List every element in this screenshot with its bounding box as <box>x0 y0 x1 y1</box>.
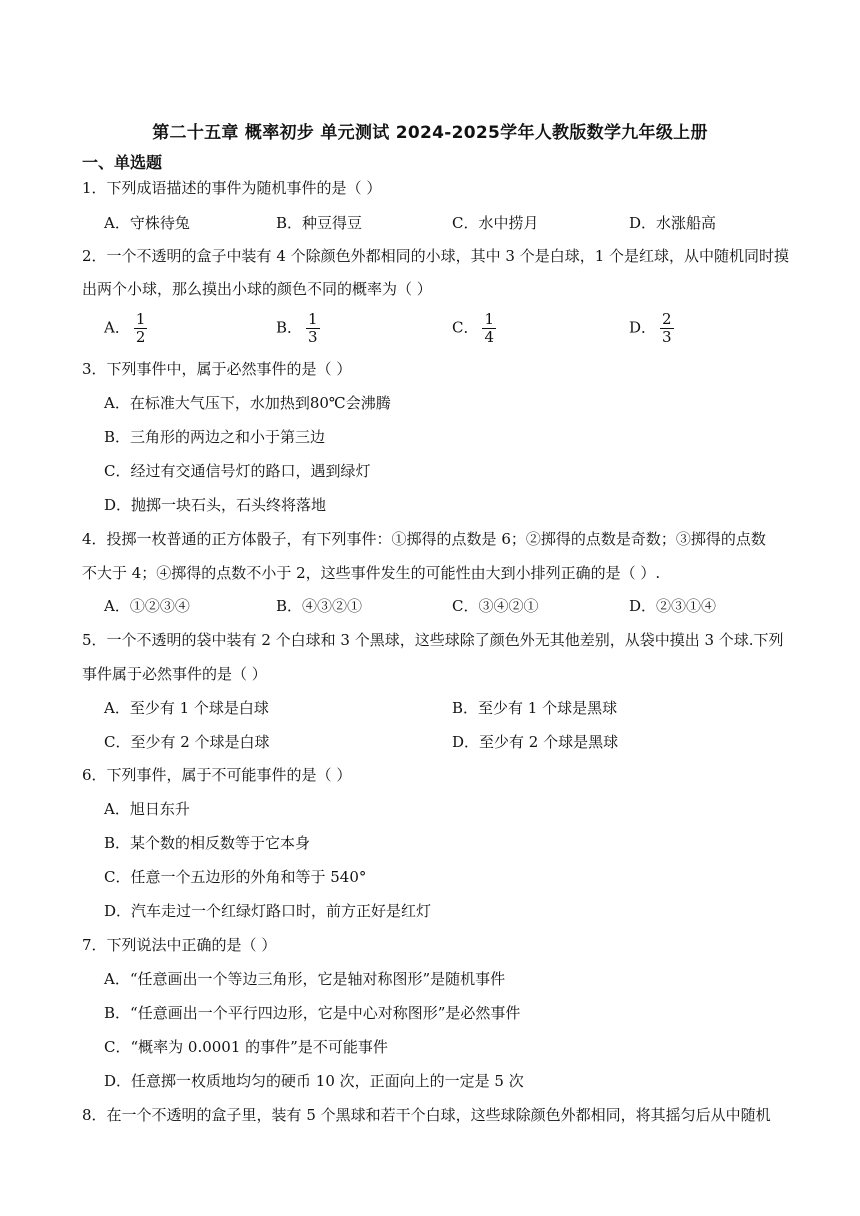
q7-option-d: D．任意掷一枚质地均匀的硬币 10 次，正面向上的一定是 5 次 <box>104 1072 524 1090</box>
q2-option-d <box>629 311 674 346</box>
q6-option-d: D．汽车走过一个红绿灯路口时，前方正好是红灯 <box>104 902 432 920</box>
q1-option-b: B．种豆得豆 <box>276 214 363 232</box>
q4-option-b: B．④③②① <box>276 597 363 615</box>
q6-option-b: B．某个数的相反数等于它本身 <box>104 834 311 852</box>
q2-option-d-label: D． <box>629 318 657 337</box>
fraction-numerator: 1 <box>484 310 495 328</box>
q4-option-d: D．②③①④ <box>629 597 717 615</box>
q4-option-c: C．③④②① <box>452 597 539 615</box>
q7-option-a: A．“任意画出一个等边三角形，它是轴对称图形”是随机事件 <box>104 970 506 988</box>
section-heading: 一、单选题 <box>82 153 163 172</box>
q6-option-a: A．旭日东升 <box>104 800 190 818</box>
q3-option-a: A．在标准大气压下，水加热到80℃会沸腾 <box>104 394 391 412</box>
q2-option-b-label: B． <box>276 318 303 337</box>
question-1-stem: 1．下列成语描述的事件为随机事件的是（ ） <box>82 179 382 197</box>
q2-option-a-label: A． <box>104 318 130 337</box>
q7-option-b: B．“任意画出一个平行四边形，它是中心对称图形”是必然事件 <box>104 1004 521 1022</box>
q6-option-c: C．任意一个五边形的外角和等于 540° <box>104 868 367 886</box>
q7-option-c: C．“概率为 0.0001 的事件”是不可能事件 <box>104 1038 388 1056</box>
question-7-stem: 7．下列说法中正确的是（ ） <box>82 936 277 954</box>
q4-option-a: A．①②③④ <box>104 597 190 615</box>
q2-option-d-fraction <box>660 311 674 346</box>
question-2-stem-line2: 出两个小球，那么摸出小球的颜色不同的概率为（ ） <box>82 280 432 298</box>
question-4-stem-line1: 4．投掷一枚普通的正方体骰子，有下列事件：①掷得的点数是 6；②掷得的点数是奇数；③掷得的点数 <box>82 530 766 548</box>
q1-option-d: D．水涨船高 <box>629 214 717 232</box>
fraction-denominator: 3 <box>662 328 672 346</box>
question-3-stem: 3．下列事件中，属于必然事件的是（ ） <box>82 360 352 378</box>
q2-option-b-fraction <box>306 311 320 346</box>
question-5-stem-line1: 5．一个不透明的袋中装有 2 个白球和 3 个黑球，这些球除了颜色外无其他差别，从袋中摸出 3 个球.下列 <box>82 631 784 649</box>
question-4-stem-line2: 不大于 4；④掷得的点数不小于 2，这些事件发生的可能性由大到小排列正确的是（ ）. <box>82 564 661 582</box>
q5-option-b: B．至少有 1 个球是黑球 <box>452 699 618 717</box>
q1-option-a: A．守株待兔 <box>104 214 190 232</box>
q2-option-c-label: C． <box>452 318 479 337</box>
q2-option-b <box>276 311 320 346</box>
fraction-numerator: 1 <box>308 310 318 328</box>
q2-option-a-fraction <box>134 311 148 346</box>
question-2-stem-line1: 2．一个不透明的盒子中装有 4 个除颜色外都相同的小球，其中 3 个是白球，1 个是红球，从中随机同时摸 <box>82 247 790 265</box>
q3-option-d: D．抛掷一块石头，石头终将落地 <box>104 496 327 514</box>
q5-option-d: D．至少有 2 个球是黑球 <box>452 733 619 751</box>
q5-option-a: A．至少有 1 个球是白球 <box>104 699 269 717</box>
question-8-stem-line1: 8．在一个不透明的盒子里，装有 5 个黑球和若干个白球，这些球除颜色外都相同，将其摇匀后从中随机 <box>82 1106 771 1124</box>
q5-option-c: C．至少有 2 个球是白球 <box>104 733 270 751</box>
q2-option-c <box>452 311 496 346</box>
q2-option-c-fraction <box>482 311 496 346</box>
fraction-numerator: 2 <box>662 310 672 328</box>
fraction-denominator: 3 <box>308 328 318 346</box>
fraction-denominator: 2 <box>135 328 146 346</box>
q3-option-b: B．三角形的两边之和小于第三边 <box>104 428 326 446</box>
fraction-denominator: 4 <box>484 328 495 346</box>
q1-option-c: C．水中捞月 <box>452 214 539 232</box>
page-title: 第二十五章 概率初步 单元测试 2024-2025学年人教版数学九年级上册 <box>152 123 708 143</box>
question-6-stem: 6．下列事件，属于不可能事件的是（ ） <box>82 766 352 784</box>
question-5-stem-line2: 事件属于必然事件的是（ ） <box>82 665 267 683</box>
fraction-numerator: 1 <box>135 310 146 328</box>
q3-option-c: C．经过有交通信号灯的路口，遇到绿灯 <box>104 462 371 480</box>
q2-option-a <box>104 311 147 346</box>
